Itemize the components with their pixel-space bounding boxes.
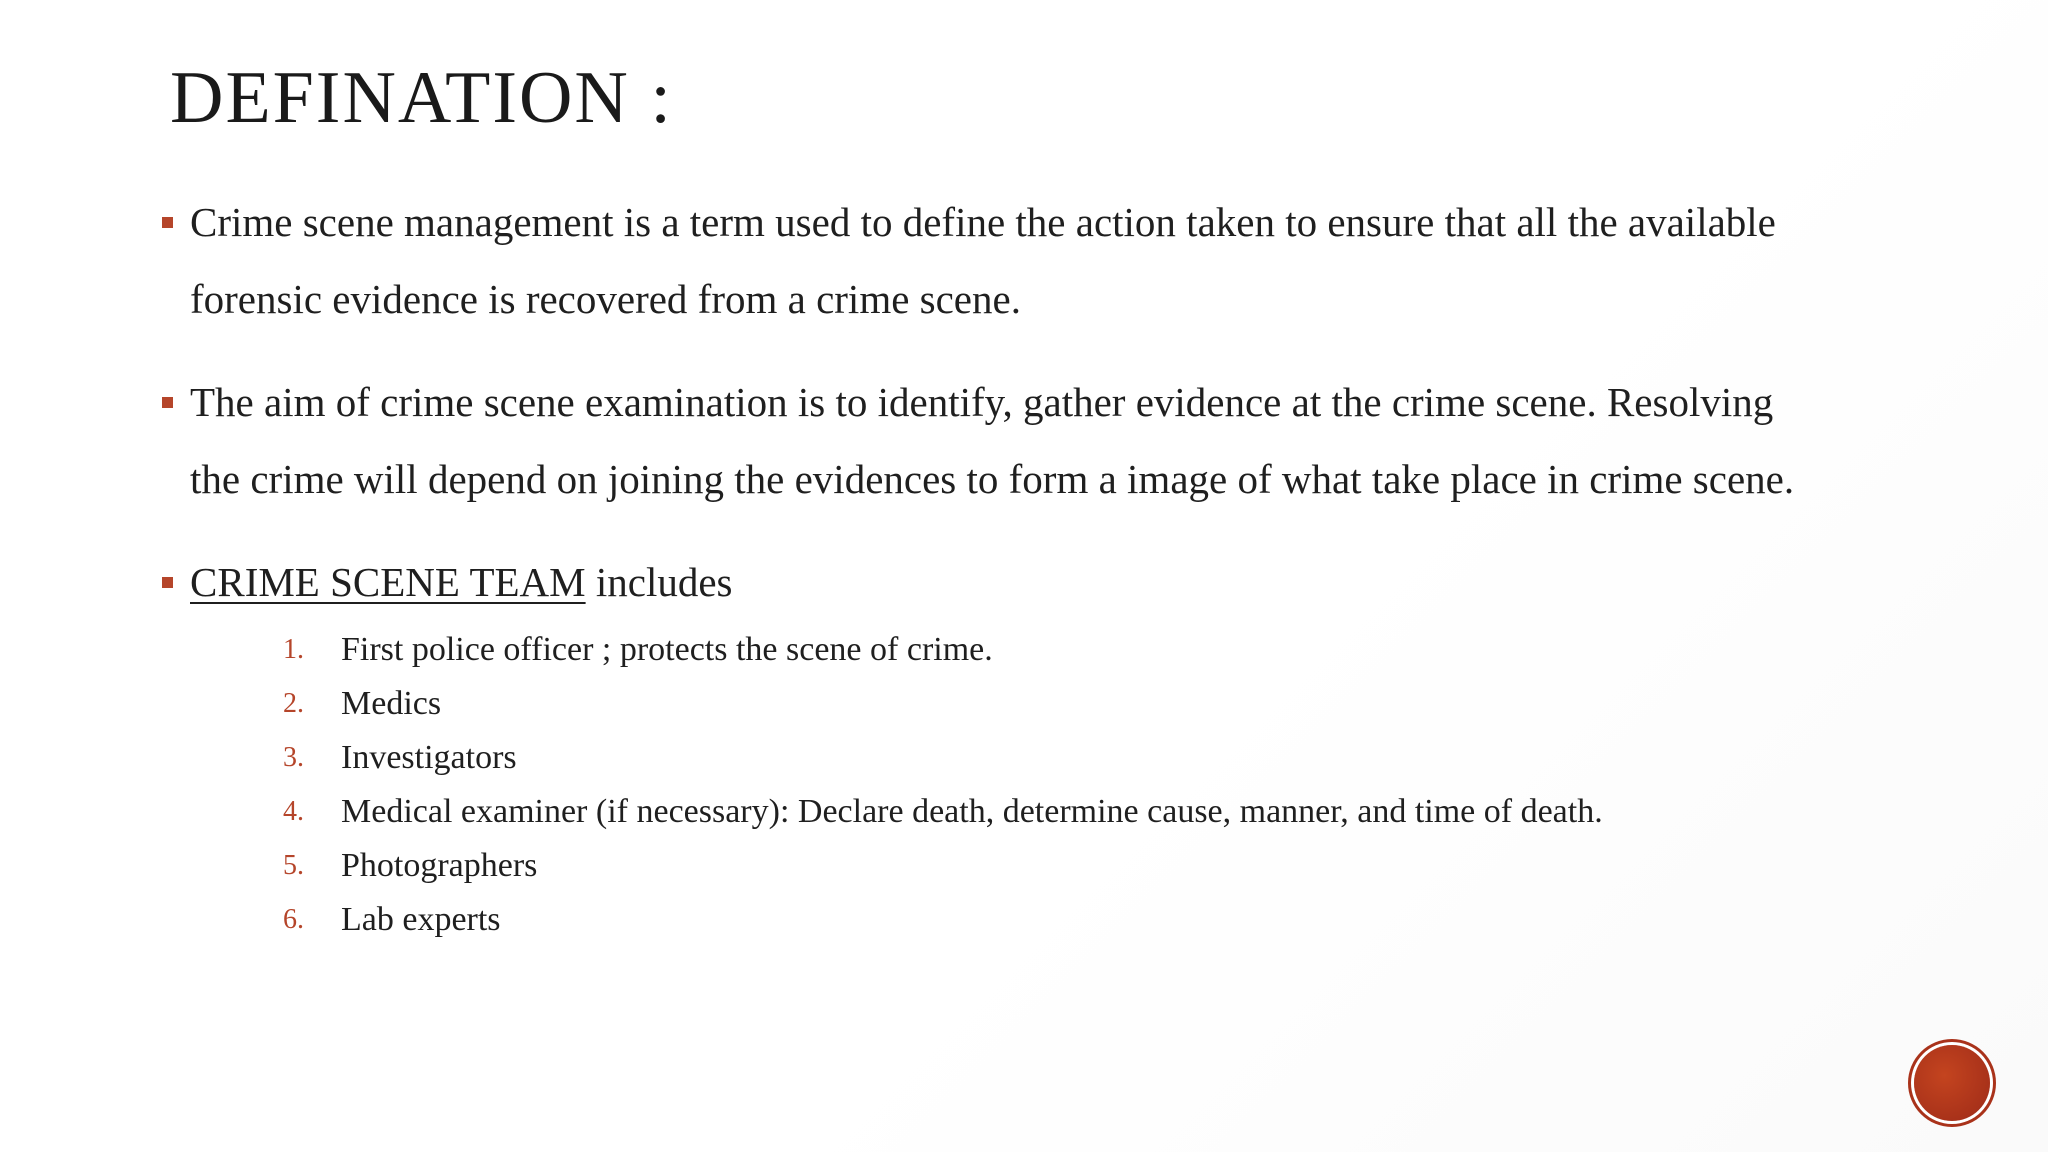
list-item	[283, 893, 1820, 947]
team-suffix: includes	[585, 559, 733, 605]
list-item	[283, 677, 1820, 731]
list-item-text: First police officer ; protects the scene of crime.	[341, 631, 993, 668]
list-item-text: Lab experts	[341, 901, 501, 938]
list-item	[283, 839, 1820, 893]
list-item-text: Photographers	[341, 847, 538, 884]
list-number: 1.	[283, 634, 304, 665]
list-number: 4.	[283, 796, 304, 827]
team-member-list	[190, 623, 1820, 947]
list-item-text: Investigators	[341, 739, 517, 776]
list-number: 5.	[283, 850, 304, 881]
team-line	[190, 559, 733, 605]
bullet-square-icon	[162, 577, 173, 588]
bullet-square-icon	[162, 397, 173, 408]
bullet-text: The aim of crime scene examination is to identify, gather evidence at the crime scene. Resolving the crime will depend on joining the evidences to form a image of what take place in crime scene.	[190, 379, 1795, 502]
bullet-item-team	[160, 544, 1820, 947]
bullet-item-aim	[160, 364, 1820, 518]
bullet-text: Crime scene management is a term used to define the action taken to ensure that all the available forensic evidence is recovered from a crime scene.	[190, 199, 1776, 322]
bullet-square-icon	[162, 217, 173, 228]
bullet-item-definition	[160, 184, 1820, 338]
list-number: 2.	[283, 688, 304, 719]
list-item	[283, 623, 1820, 677]
list-item-text: Medical examiner (if necessary): Declare death, determine cause, manner, and time of death.	[341, 793, 1603, 830]
slide-title: DEFINATION :	[170, 57, 673, 139]
list-number: 6.	[283, 904, 304, 935]
list-item	[283, 785, 1820, 839]
list-item	[283, 731, 1820, 785]
list-item-text: Medics	[341, 685, 442, 722]
team-heading: CRIME SCENE TEAM	[190, 559, 586, 605]
list-number: 3.	[283, 742, 304, 773]
slide-nav-circle-button[interactable]	[1914, 1045, 1990, 1121]
bullet-list	[160, 184, 1820, 973]
